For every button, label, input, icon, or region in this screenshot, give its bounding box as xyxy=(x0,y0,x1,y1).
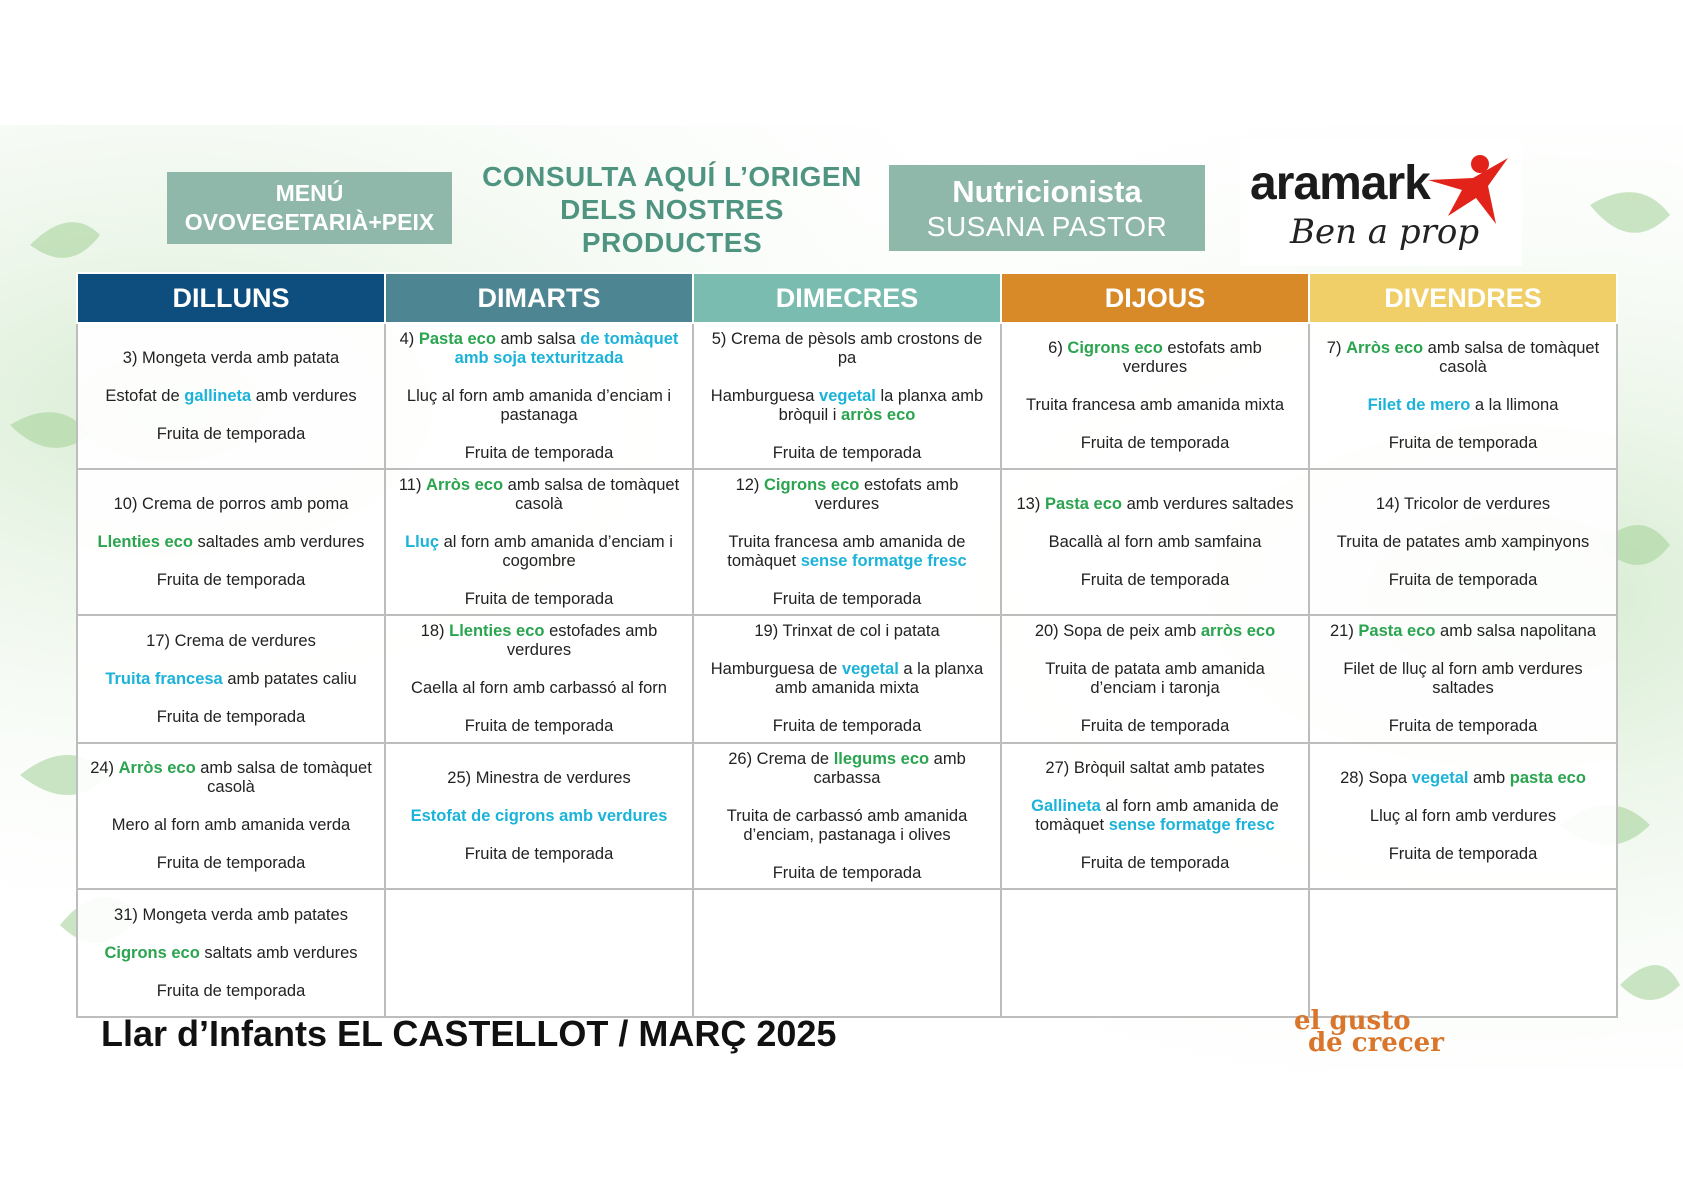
dish-line xyxy=(706,330,988,368)
menu-type-line2: OVOVEGETARIÀ+PEIX xyxy=(184,209,435,235)
dish-text: Fruita de temporada xyxy=(1388,844,1538,863)
origin-line1: CONSULTA AQUÍ L’ORIGEN xyxy=(482,160,862,192)
eco-item: arròs eco xyxy=(841,405,916,424)
nutritionist-label: Nutricionista xyxy=(952,174,1142,209)
dish-text: Fruita de temporada xyxy=(156,981,306,1000)
dish-line xyxy=(398,622,680,660)
dish-line xyxy=(1322,571,1604,590)
eco-item: Cigrons eco xyxy=(1067,339,1163,357)
dish-text: Fruita de temporada xyxy=(1080,854,1230,872)
dish-line xyxy=(1014,339,1296,377)
aramark-slogan: Ben a prop xyxy=(1290,212,1480,252)
dish-line xyxy=(1322,339,1604,377)
eco-item: Cigrons eco xyxy=(764,475,860,494)
dish-text: saltats amb verdures xyxy=(199,943,358,962)
dish-line xyxy=(706,476,988,514)
dish-text: Fruita de temporada xyxy=(1080,570,1230,589)
dish-text: Fruita de temporada xyxy=(772,863,922,882)
dish-text: Fruita de temporada xyxy=(1388,570,1538,589)
menu-cell xyxy=(385,323,693,469)
dish-line xyxy=(706,750,988,788)
dish-line xyxy=(1322,769,1604,788)
dish-text: 24) xyxy=(90,759,119,777)
dish-text: Truita francesa amb amanida mixta xyxy=(1026,396,1284,414)
dish-line xyxy=(1322,845,1604,864)
dish-line xyxy=(398,769,680,788)
dish-line xyxy=(398,533,680,571)
dish-text: 28) Sopa xyxy=(1340,768,1412,787)
dish-line xyxy=(398,476,680,514)
day-header-dijous: DIJOUS xyxy=(1001,273,1309,323)
dish-text: Truita de patates amb xampinyons xyxy=(1336,532,1590,551)
dish-line xyxy=(90,816,372,835)
dish-text: Hamburguesa de xyxy=(710,660,842,678)
dish-text: Mero al forn amb amanida verda xyxy=(111,816,351,834)
highlight-item: vegetal xyxy=(819,386,876,405)
dish-line xyxy=(1322,495,1604,514)
dish-line xyxy=(706,807,988,845)
dish-text: Fruita de temporada xyxy=(772,443,922,462)
menu-cell xyxy=(1309,469,1617,615)
dish-text: amb salsa de tomàquet casolà xyxy=(1423,339,1600,376)
dish-line xyxy=(90,425,372,444)
dish-line xyxy=(90,387,372,406)
dish-text: Lluç al forn amb verdures xyxy=(1369,806,1557,825)
dish-line xyxy=(90,708,372,727)
dish-text: amb verdures xyxy=(251,386,357,405)
dish-text: 10) Crema de porros amb poma xyxy=(113,494,349,513)
dish-text: amb carbassa xyxy=(813,749,966,787)
nutritionist-name: SUSANA PASTOR xyxy=(926,211,1168,242)
dish-text: Bacallà al forn amb samfaina xyxy=(1048,532,1262,551)
highlight-item: de tomàquet amb soja texturitzada xyxy=(454,329,679,367)
dish-line xyxy=(1014,759,1296,778)
dish-text: 3) Mongeta verda amb patata xyxy=(122,348,340,367)
menu-cell xyxy=(385,889,693,1017)
menu-cell xyxy=(77,743,385,889)
highlight-item: sense formatge fresc xyxy=(1108,816,1275,834)
highlight-item: Estofat de cigrons amb verdures xyxy=(410,806,668,825)
origin-line2: DELS NOSTRES PRODUCTES xyxy=(560,193,784,258)
dish-line xyxy=(90,944,372,963)
menu-cell xyxy=(77,469,385,615)
dish-line xyxy=(1014,797,1296,835)
dish-text: Fruita de temporada xyxy=(1080,434,1230,452)
dish-text: 27) Bròquil saltat amb patates xyxy=(1045,759,1265,777)
eco-item: Arròs eco xyxy=(1346,339,1424,357)
dish-line xyxy=(1322,434,1604,453)
menu-cell xyxy=(693,743,1001,889)
dish-text: saltades amb verdures xyxy=(192,532,365,551)
dish-text: 14) Tricolor de verdures xyxy=(1375,494,1551,513)
day-header-dimarts: DIMARTS xyxy=(385,273,693,323)
dish-line xyxy=(1014,495,1296,514)
dish-line xyxy=(90,670,372,689)
dish-text: amb salsa de tomàquet casolà xyxy=(503,475,680,513)
dish-text: Fruita de temporada xyxy=(1388,717,1538,735)
dish-line xyxy=(706,864,988,883)
dish-line xyxy=(90,571,372,590)
dish-text: Fruita de temporada xyxy=(156,424,306,443)
dish-line xyxy=(90,349,372,368)
dish-text: 26) Crema de xyxy=(728,749,834,768)
menu-cell xyxy=(693,469,1001,615)
dish-text: 5) Crema de pèsols amb crostons de pa xyxy=(711,329,983,367)
dish-text: al forn amb amanida d’enciam i cogombre xyxy=(439,532,673,570)
dish-text: amb verdures saltades xyxy=(1121,494,1294,513)
dish-text: 25) Minestra de verdures xyxy=(447,768,631,787)
dish-line xyxy=(706,533,988,571)
dish-text: 31) Mongeta verda amb patates xyxy=(114,905,348,924)
dish-line xyxy=(90,632,372,651)
dish-text: 13) xyxy=(1016,494,1045,513)
dish-text: al forn amb amanida de tomàquet xyxy=(1035,797,1279,834)
menu-cell xyxy=(1001,615,1309,743)
dish-text: Filet de lluç al forn amb verdures saltades xyxy=(1343,660,1583,697)
week-row xyxy=(77,743,1617,889)
menu-cell xyxy=(693,889,1001,1017)
dish-text: amb salsa de tomàquet casolà xyxy=(195,759,372,796)
menu-cell xyxy=(1001,469,1309,615)
menu-cell xyxy=(693,323,1001,469)
gusto-line2: de crecer xyxy=(1308,1028,1444,1058)
highlight-item: vegetal xyxy=(841,660,899,678)
menu-cell xyxy=(77,615,385,743)
dish-line xyxy=(90,759,372,797)
dish-line xyxy=(1322,622,1604,641)
highlight-item: Filet de mero xyxy=(1367,396,1471,414)
dish-text: Fruita de temporada xyxy=(464,844,614,863)
dish-text: estofats amb verdures xyxy=(1122,339,1262,376)
highlight-item: sense formatge fresc xyxy=(800,551,967,570)
eco-item: llegums eco xyxy=(833,749,930,768)
dish-line xyxy=(706,590,988,609)
menu-cell xyxy=(385,615,693,743)
menu-cell xyxy=(77,889,385,1017)
week-row xyxy=(77,469,1617,615)
dish-line xyxy=(90,854,372,873)
dish-text: a la llimona xyxy=(1470,396,1559,414)
dish-line xyxy=(90,495,372,514)
dish-line xyxy=(398,845,680,864)
dish-text: Lluç al forn amb amanida d’enciam i pastanaga xyxy=(406,386,672,424)
aramark-logo xyxy=(1240,140,1522,266)
weekly-menu-table xyxy=(76,272,1618,1018)
dish-text: 4) xyxy=(399,329,419,348)
dish-line xyxy=(1322,717,1604,736)
dish-text: Fruita de temporada xyxy=(772,717,922,735)
dish-text: Fruita de temporada xyxy=(464,589,614,608)
eco-item: Llenties eco xyxy=(449,622,545,640)
dish-line xyxy=(1014,533,1296,552)
dish-text: estofades amb verdures xyxy=(506,622,658,659)
menu-cell xyxy=(1309,615,1617,743)
dish-text: Fruita de temporada xyxy=(156,707,306,726)
gusto-line1: el gusto xyxy=(1294,1006,1411,1036)
menu-cell xyxy=(1001,889,1309,1017)
eco-item: Pasta eco xyxy=(1358,622,1436,640)
dish-text: 17) Crema de verdures xyxy=(146,631,316,650)
dish-text: 18) xyxy=(420,622,450,640)
dish-line xyxy=(1014,434,1296,453)
footer-title: Llar d’Infants EL CASTELLOT / MARÇ 2025 xyxy=(101,1013,837,1054)
dish-line xyxy=(706,622,988,641)
dish-text: 20) Sopa de peix amb xyxy=(1034,622,1201,640)
aramark-wordmark: aramark xyxy=(1250,157,1430,210)
eco-item: Cigrons eco xyxy=(104,943,200,962)
dish-text: Fruita de temporada xyxy=(1080,717,1230,735)
el-gusto-de-crecer-logo xyxy=(1284,1006,1484,1066)
menu-cell xyxy=(1309,743,1617,889)
dish-line xyxy=(1014,854,1296,873)
dish-line xyxy=(1322,396,1604,415)
dish-text: Fruita de temporada xyxy=(772,589,922,608)
dish-text: 19) Trinxat de col i patata xyxy=(754,622,940,640)
dish-line xyxy=(1014,717,1296,736)
highlight-item: Truita francesa xyxy=(105,669,223,688)
menu-cell xyxy=(385,743,693,889)
dish-text: 21) xyxy=(1329,622,1359,640)
highlight-item: gallineta xyxy=(184,386,252,405)
week-row xyxy=(77,323,1617,469)
dish-text: amb salsa napolitana xyxy=(1435,622,1596,640)
menu-cell xyxy=(1001,743,1309,889)
dish-text: amb salsa xyxy=(495,329,581,348)
dish-text: Fruita de temporada xyxy=(1388,434,1538,452)
dish-text: Fruita de temporada xyxy=(464,717,614,735)
dish-line xyxy=(1322,533,1604,552)
dish-text: Truita de carbassó amb amanida d’enciam, pastanaga i olives xyxy=(726,806,968,844)
menu-cell xyxy=(77,323,385,469)
menu-cell xyxy=(1309,323,1617,469)
dish-line xyxy=(90,982,372,1001)
eco-item: pasta eco xyxy=(1509,768,1586,787)
dish-line xyxy=(398,387,680,425)
dish-line xyxy=(398,807,680,826)
dish-text: Caella al forn amb carbassó al forn xyxy=(411,679,667,697)
highlight-item: Lluç xyxy=(405,532,440,551)
dish-line xyxy=(398,330,680,368)
dish-text: Truita francesa amb amanida de tomàquet xyxy=(727,532,966,570)
dish-text: Fruita de temporada xyxy=(156,570,306,589)
day-header-dilluns: DILLUNS xyxy=(77,273,385,323)
eco-item: Arròs eco xyxy=(118,759,196,777)
dish-line xyxy=(90,906,372,925)
dish-text: Estofat de xyxy=(105,386,185,405)
dish-text: 11) xyxy=(398,475,427,494)
highlight-item: vegetal xyxy=(1411,768,1469,787)
eco-item: Llenties eco xyxy=(97,532,193,551)
day-header-divendres: DIVENDRES xyxy=(1309,273,1617,323)
dish-line xyxy=(1014,571,1296,590)
menu-type-line1: MENÚ xyxy=(275,180,344,206)
dish-text: estofats amb verdures xyxy=(814,475,959,513)
eco-item: arròs eco xyxy=(1200,622,1276,640)
week-row xyxy=(77,615,1617,743)
days-header-row xyxy=(77,273,1617,323)
menu-cell xyxy=(385,469,693,615)
dish-line xyxy=(398,444,680,463)
origin-link[interactable] xyxy=(482,160,862,258)
dish-line xyxy=(398,679,680,698)
dish-text: Fruita de temporada xyxy=(156,854,306,872)
highlight-item: Gallineta xyxy=(1031,797,1101,815)
dish-line xyxy=(90,533,372,552)
dish-line xyxy=(1322,807,1604,826)
dish-text: 7) xyxy=(1326,339,1347,357)
menu-cell xyxy=(1309,889,1617,1017)
dish-text: amb patates caliu xyxy=(222,669,357,688)
eco-item: Arròs eco xyxy=(426,475,504,494)
menu-cell xyxy=(1001,323,1309,469)
dish-text: Truita de patata amb amanida d’enciam i taronja xyxy=(1045,660,1265,697)
day-header-dimecres: DIMECRES xyxy=(693,273,1001,323)
dish-text: 12) xyxy=(735,475,764,494)
menu-cell xyxy=(693,615,1001,743)
dish-line xyxy=(1014,396,1296,415)
dish-text: a la planxa amb amanida mixta xyxy=(775,660,984,697)
dish-text: Fruita de temporada xyxy=(464,443,614,462)
eco-item: Pasta eco xyxy=(418,329,496,348)
dish-text: la planxa amb bròquil i xyxy=(778,386,984,424)
dish-line xyxy=(1014,660,1296,698)
week-row xyxy=(77,889,1617,1017)
dish-line xyxy=(398,717,680,736)
dish-text: amb xyxy=(1468,768,1510,787)
dish-line xyxy=(1014,622,1296,641)
eco-item: Pasta eco xyxy=(1044,494,1122,513)
dish-line xyxy=(706,387,988,425)
nutritionist-badge xyxy=(889,165,1205,251)
dish-text: 6) xyxy=(1048,339,1068,357)
dish-line xyxy=(398,590,680,609)
dish-line xyxy=(706,660,988,698)
dish-line xyxy=(706,444,988,463)
dish-line xyxy=(1322,660,1604,698)
menu-type-badge xyxy=(167,172,452,244)
dish-text: Hamburguesa xyxy=(710,386,820,405)
dish-line xyxy=(706,717,988,736)
